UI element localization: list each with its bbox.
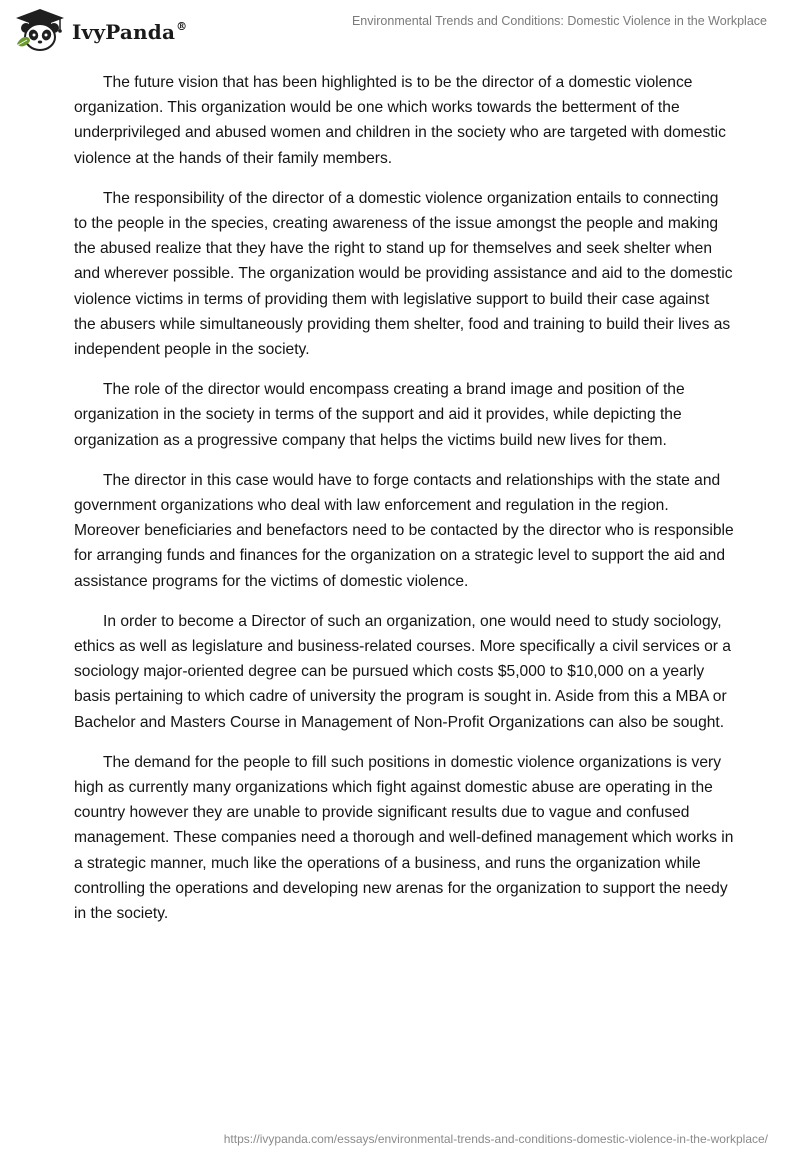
paragraph: The role of the director would encompass creating a brand image and position of the organization in the society in terms of the support and aid it provides, while depicting the organization as a progressive company that helps the victims build new lives for them. [74, 381, 685, 449]
paragraph: In order to become a Director of such an organization, one would need to study sociology, ethics as well as legislature and business-related courses. More specifically a civil services or a sociology major-oriented degree can be pursued which costs $5,000 to $10,000 on a yearly basis pertaining to which cadre of university the program is sought in. Aside from this a MBA or Bachelor and Masters Course in Management of Non-Profit Organizations can also be sought. [74, 612, 731, 731]
document-title: Environmental Trends and Conditions: Domestic Violence in the Workplace [351, 14, 767, 28]
panda-graduate-icon [14, 8, 66, 52]
paragraph: The future vision that has been highlighted is to be the director of a domestic violence organization. This organization would be one which works towards the betterment of the underprivileged and abused women and children in the society who are targeted with domestic violence at the hands of their family members. [74, 74, 726, 167]
ivypanda-logo[interactable] [14, 6, 187, 54]
registered-mark: ® [176, 20, 188, 33]
brand-name: IvyPanda® [72, 20, 188, 44]
paragraph: The demand for the people to fill such positions in domestic violence organizations is very high as currently many organizations which fight against domestic abuse are operating in the country however they are unable to provide significant results due to vague and confused management. These companies need a thorough and well-defined management which works in a strategic manner, much like the operations of a business, and runs the organization while controlling the operations and developing new arenas for the organization to support the needy in the society. [74, 753, 734, 923]
page-header [0, 0, 800, 60]
footer-source-url[interactable]: https://ivypanda.com/essays/environmental-trends-and-conditions-domestic-violence-in-the-workplace/ [223, 1132, 768, 1146]
essay-body [74, 70, 734, 941]
paragraph: The director in this case would have to forge contacts and relationships with the state and government organizations who deal with law enforcement and regulation in the region. Moreover beneficiaries and benefactors need to be contacted by the director who is responsible for arranging funds and finances for the organization on a strategic level to support the aid and assistance programs for the victims of domestic violence. [74, 471, 734, 590]
paragraph: The responsibility of the director of a domestic violence organization entails to connecting to the people in the species, creating awareness of the issue amongst the people and making the abused realize that they have the right to stand up for themselves and seek shelter when and wherever possible. The organization would be providing assistance and aid to the domestic violence victims in terms of providing them with legislative support to build their case against the abusers while simultaneously providing them shelter, food and training to build their lives as independent people in the society. [74, 189, 733, 359]
